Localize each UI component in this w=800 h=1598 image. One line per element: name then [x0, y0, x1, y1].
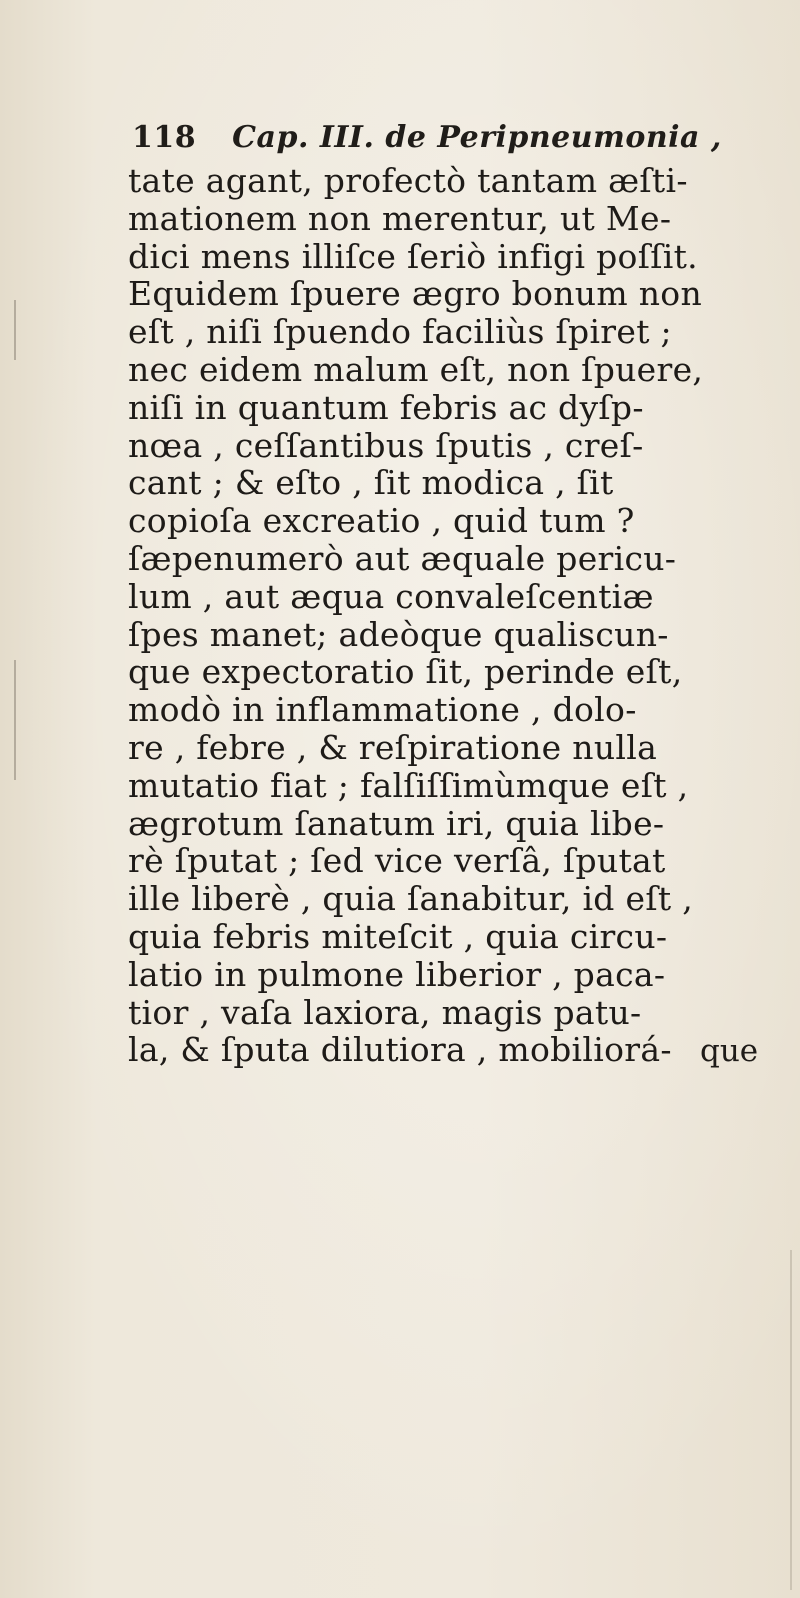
- text-line: cant ; & eſto , ſit modica , ſit: [128, 463, 614, 503]
- text-line: quia febris miteſcit , quia circu-: [128, 916, 668, 956]
- gutter-shadow: [14, 300, 16, 360]
- text-line: latio in pulmone liberior , paca-: [128, 954, 666, 994]
- text-line: lum , aut æqua convaleſcentiæ: [128, 576, 654, 616]
- text-line: nœa , ceſſantibus ſputis , creſ-: [128, 425, 644, 465]
- text-line: rè ſputat ; ſed vice verſâ, ſputat: [128, 841, 666, 881]
- page-edge: [790, 1250, 792, 1590]
- text-line: que expectoratio ſit, perinde eſt,: [128, 652, 683, 692]
- text-line: copioſa excreatio , quid tum ?: [128, 501, 635, 541]
- catchword: que: [700, 1033, 759, 1069]
- text-line: nec eidem malum eſt, non ſpuere,: [128, 349, 704, 389]
- text-line: mutatio fiat ; falſiſſimùmque eſt ,: [128, 765, 689, 805]
- gutter-shadow: [14, 660, 16, 780]
- body-text: [128, 162, 768, 1069]
- text-line: ægrotum ſanatum iri, quia libe-: [128, 803, 665, 843]
- page-number: 118: [132, 120, 197, 155]
- text-line: modò in inflammatione , dolo-: [128, 690, 637, 730]
- text-line: niſi in quantum febris ac dyſp-: [128, 387, 644, 427]
- text-line: mationem non merentur, ut Me-: [128, 198, 672, 238]
- running-title: Cap. III. de Peripneumonia ,: [232, 120, 722, 155]
- text-line: dici mens illiſce ſeriò infigi poſſit.: [128, 236, 698, 276]
- text-line: la, & ſputa dilutiora , mobiliorá-: [128, 1030, 672, 1070]
- text-line: tior , vaſa laxiora, magis patu-: [128, 992, 642, 1032]
- page-header: [132, 120, 722, 155]
- text-line: Equidem ſpuere ægro bonum non: [128, 274, 703, 314]
- text-line: eſt , niſi ſpuendo faciliùs ſpiret ;: [128, 312, 672, 352]
- text-line: ille liberè , quia ſanabitur, id eſt ,: [128, 879, 694, 919]
- text-line: tate agant, profectò tantam æſti-: [128, 161, 688, 200]
- text-line: re , febre , & reſpiratione nulla: [128, 727, 658, 767]
- text-line: ſæpenumerò aut æquale pericu-: [128, 538, 677, 578]
- text-line: ſpes manet; adeòque qualiscun-: [128, 614, 669, 654]
